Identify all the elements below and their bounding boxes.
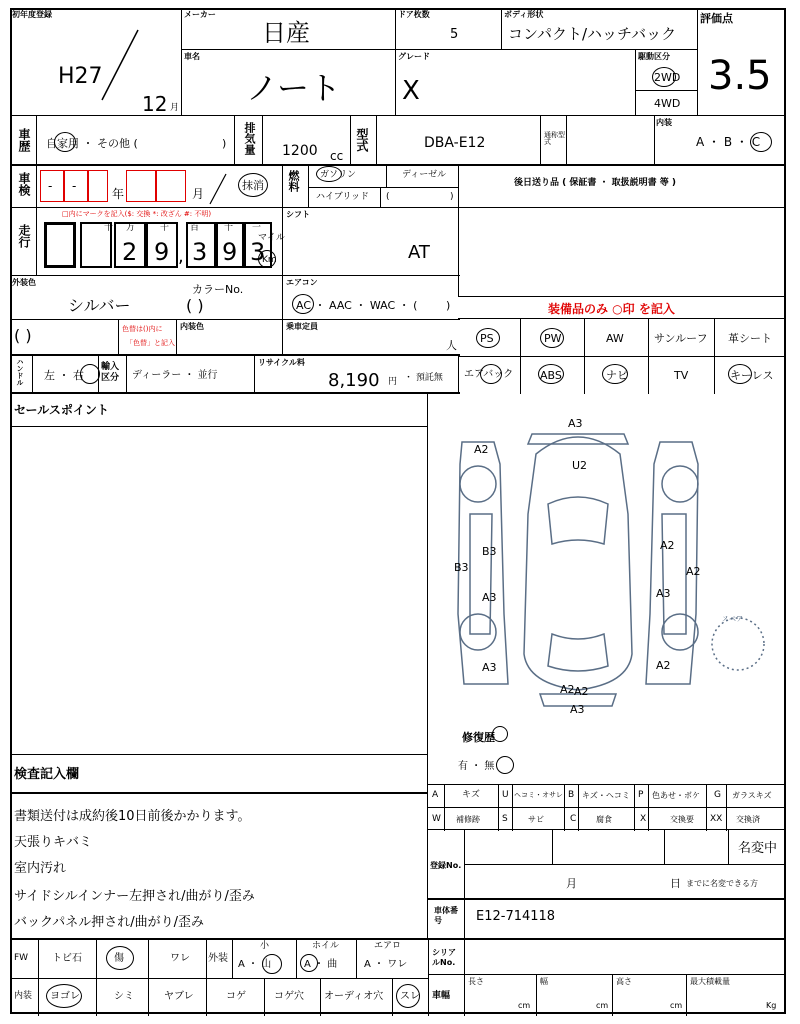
recycle-deposited: ・ 預託無 [404, 373, 443, 383]
equip-ps-circle [476, 328, 500, 348]
equip-navi: ナビ [606, 369, 628, 382]
damage-mark-rear-lower: A3 [570, 703, 585, 716]
registration-deadline: までに名変できる方 [686, 879, 758, 888]
int-burn-hole: コゲ穴 [274, 991, 304, 1002]
score-value: 3.5 [708, 53, 772, 99]
displacement-value: 1200 [282, 143, 318, 159]
registration-month-unit: 月 [170, 103, 180, 113]
fw-scratch: 傷 [114, 953, 124, 964]
inspection-note-3: 室内汚れ [14, 861, 67, 876]
equip-airbag: エアバック [464, 369, 514, 380]
inspection-box-4 [126, 170, 156, 202]
body-value: コンパクト/ハッチバック [508, 25, 677, 43]
max-load-label: 最大積載量 [690, 977, 730, 986]
displacement-label: 排気量 [243, 122, 256, 155]
type-value: DBA-E12 [424, 135, 486, 151]
doors-cell [396, 8, 502, 50]
maker-cell [182, 8, 396, 50]
legend-u-code: U [502, 790, 509, 800]
equip-airbag-circle [480, 364, 502, 384]
handle-right-divider [458, 356, 459, 394]
interior-grade-circle [750, 132, 772, 152]
recycle-label: リサイクル料 [258, 358, 305, 367]
dim-width-label: 幅 [540, 977, 548, 986]
interior-color-row [10, 320, 460, 356]
spare-tire-label: スペア [722, 615, 743, 623]
capacity-unit: 人 [446, 339, 457, 352]
ext-small-options: A ・ 山 [238, 959, 272, 970]
damage-mark-rear-upper: A2 [560, 683, 575, 696]
repair-history-value: 有 ・ 無 [458, 761, 495, 772]
legend-g-text: ガラスキズ [732, 791, 772, 800]
mileage-unit-2: 千 [160, 223, 170, 233]
equip-pw-circle [540, 328, 564, 348]
mileage-mile: マイル [258, 233, 285, 243]
inspection-slash [206, 168, 236, 208]
interior-label: 内装 [656, 118, 672, 127]
equip-pw: PW [544, 332, 562, 345]
history-label: 車歴 [17, 128, 31, 152]
drive-2wd: 2WD [654, 71, 681, 84]
mileage-digit-2: 9 [154, 238, 170, 266]
mileage-comma: , [178, 246, 184, 267]
registration-month-label: 月 [566, 877, 577, 890]
inspection-note-1: 書類送付は成約後10日前後かかります。 [14, 809, 251, 824]
equip-sunroof: サンルーフ [654, 332, 708, 345]
first-registration-cell [10, 8, 182, 116]
legend-w-code: W [432, 814, 441, 824]
mileage-digits [80, 222, 280, 268]
mileage-label: 走行 [17, 224, 31, 248]
doors-value: 5 [450, 27, 459, 42]
sales-point-label: セールスポイント [14, 403, 109, 417]
equipment-title: 装備品のみ ○印 を記入 [548, 302, 675, 316]
serial-label: シリアルNo. [432, 948, 456, 968]
legend-x-text: 交換要 [670, 815, 694, 824]
interior-paren-box: ( ) [14, 326, 32, 345]
later-items: 後日送り品 ( 保証書 ・ 取扱説明書 等 ) [514, 178, 677, 188]
equip-aw: AW [606, 332, 624, 345]
int-dirt: ヨゴレ [50, 991, 80, 1002]
legend-g-code: G [714, 790, 721, 800]
damage-mark-left-rear: A3 [482, 661, 497, 674]
int-wear: スレ [400, 991, 420, 1002]
int-dirt-circle [46, 984, 82, 1008]
inspection-note-4: サイドシルインナー左押され/曲がり/歪み [14, 889, 255, 904]
history-close: ) [222, 137, 227, 150]
legend-b-code: B [568, 790, 575, 800]
dim-length-label: 長さ [468, 977, 484, 986]
legend-c-text: 腐食 [596, 815, 612, 824]
equip-abs-circle [538, 364, 564, 384]
score-label: 評価点 [700, 12, 733, 25]
history-row [10, 116, 786, 166]
mileage-digit-3: 3 [192, 238, 208, 266]
mileage-row [10, 208, 460, 276]
damage-mark-right-rear: A2 [656, 659, 671, 672]
legend-c-code: C [570, 814, 577, 824]
mileage-note: □内にマークを記入($: 交換 *: 改ざん #: 不明) [62, 210, 212, 218]
damage-mark-right-rear-door: A3 [656, 587, 671, 600]
int-wear-circle [396, 984, 420, 1008]
inspection-notes [10, 756, 428, 938]
expired-circle [238, 173, 268, 197]
ext-aero-options: A ・ ワレ [364, 959, 408, 970]
grade-cell [396, 50, 636, 116]
fuel-gasoline: ガソリン [320, 170, 357, 180]
legend-xx-code: XX [710, 814, 723, 824]
legend-p-code: P [638, 790, 644, 800]
fw-chip: トビ石 [52, 953, 82, 964]
drive-cell [636, 50, 698, 116]
grade-label: グレード [398, 52, 430, 61]
mileage-unit-0: 十 [104, 223, 114, 233]
model-label: 車名 [184, 52, 200, 61]
chassis-label: 車体番号 [434, 906, 458, 926]
drive-4wd: 4WD [654, 97, 681, 110]
int-audio-hole: オーディオ穴 [324, 991, 384, 1002]
damage-mark-right-door: A2 [660, 539, 675, 552]
repair-history-label: 修復歴 [462, 731, 495, 744]
ext-small-circle [262, 954, 282, 974]
registration-day-label: 日 [670, 877, 681, 890]
body-label: ボディ形状 [504, 10, 544, 19]
ext-aero-label: エアロ [374, 941, 402, 951]
fuel-hybrid: ハイブリッド [316, 192, 370, 202]
interior-grades: A ・ B ・ C [696, 135, 761, 149]
drive-label: 駆動区分 [638, 52, 670, 61]
registration-month: 12 [142, 92, 168, 116]
color-no-label: カラーNo. [192, 283, 244, 296]
damage-mark-rear-bumper: A2 [574, 685, 589, 698]
interior-color-label: 内装色 [180, 322, 204, 331]
max-load-kg: Kg [766, 1001, 777, 1010]
ext-wheel-options: A ・ 曲 [304, 959, 338, 970]
mileage-unit-3: 百 [190, 223, 200, 233]
mileage-digit-1: 2 [122, 238, 138, 266]
equip-ps: PS [480, 332, 494, 345]
inspection-note-2: 天張りキバミ [14, 835, 93, 850]
inspection-label: 車検 [17, 172, 31, 196]
legend-a-code: A [432, 790, 439, 800]
mileage-unit-1: 万 [126, 223, 136, 233]
damage-mark-right-sill: A2 [686, 565, 701, 578]
int-stain: シミ [114, 991, 134, 1002]
mileage-unit-4: 十 [224, 223, 234, 233]
fuel-paren-open: ( [386, 192, 390, 202]
int-burn: コゲ [226, 991, 246, 1002]
handle-row [10, 356, 460, 394]
score-cell [698, 8, 786, 116]
inspection-dash-2: - [72, 179, 77, 193]
expired-value: 抹消 [242, 179, 264, 192]
exterior-color-value: シルバー [68, 296, 131, 315]
fuel-label: 燃料 [287, 170, 300, 192]
doors-label: ドア枚数 [398, 10, 430, 19]
bottom-rows [10, 938, 786, 1014]
mileage-km: Km [262, 255, 277, 265]
equip-keyless: キーレス [730, 369, 774, 382]
ext-label: 外装 [208, 953, 228, 964]
body-cell [502, 8, 698, 50]
damage-mark-left-rear-door: A3 [482, 591, 497, 604]
ac-label: エアコン [286, 278, 318, 287]
legend-s-text: サビ [528, 815, 544, 824]
exterior-color-label: 外装色 [12, 278, 36, 287]
maker-label: メーカー [184, 10, 216, 19]
mileage-km-circle [258, 250, 276, 268]
inspection-box-5 [156, 170, 186, 202]
dim-height-cm: cm [670, 1001, 683, 1010]
model-cell [182, 50, 396, 116]
mileage-unit-5: 一 [252, 223, 262, 233]
handle-label: ハンドル [16, 358, 24, 386]
registration-slash [10, 8, 182, 116]
recycle-value: 8,190 [328, 370, 380, 391]
fuel-paren-close: ) [450, 192, 454, 202]
ac-close: ) [446, 299, 451, 312]
fw-label: FW [14, 953, 29, 963]
ext-wheel-circle [300, 954, 318, 972]
first-registration-label: 初年度登録 [12, 10, 52, 19]
ext-wheel-label: ホイル [312, 941, 340, 951]
equip-leather: 革シート [728, 332, 772, 345]
mileage-box-0 [44, 222, 76, 268]
drive-2wd-circle [652, 67, 676, 87]
mileage-digit-4: 9 [222, 238, 238, 266]
shift-value: AT [408, 242, 430, 263]
legend-s-code: S [502, 814, 508, 824]
inspection-row [10, 166, 786, 208]
import-value: ディーラー ・ 並行 [132, 370, 218, 381]
legend-w-text: 補修跡 [456, 815, 480, 824]
import-label: 輸入区分 [101, 362, 120, 383]
capacity-label: 乗車定員 [286, 322, 318, 331]
legend-x-code: X [640, 814, 647, 824]
legend-p-text: 色あせ・ボケ [652, 791, 700, 800]
sales-point-area [10, 394, 428, 756]
damage-mark-roof-front: A3 [568, 417, 583, 430]
damage-legend [428, 784, 786, 830]
int-tear: ヤブレ [164, 991, 194, 1002]
ext-small-label: 小 [260, 941, 270, 951]
fuel-gasoline-circle [316, 166, 342, 182]
inspection-month-unit: 月 [192, 187, 205, 201]
model-value: ノート [246, 69, 342, 107]
recycle-yen: 円 [388, 377, 398, 387]
type-label: 型式 [355, 128, 369, 152]
fw-scratch-circle [106, 946, 134, 970]
registration-year: H27 [58, 64, 103, 89]
red-note-2: 「色替」と記入 [126, 339, 175, 347]
color-no-parens: ( ) [186, 296, 204, 315]
dim-width-cm: cm [596, 1001, 609, 1010]
handle-right-circle [80, 364, 100, 384]
inspection-dash-1: - [48, 179, 53, 193]
equip-keyless-circle [728, 364, 752, 384]
inspection-box-3 [88, 170, 108, 202]
dim-length-cm: cm [518, 1001, 531, 1010]
equip-abs: ABS [540, 369, 562, 382]
reg-no-label: 登録No. [430, 861, 462, 870]
damage-mark-left-sill: B3 [454, 561, 469, 574]
inspection-notes-label: 検査記入欄 [14, 767, 80, 782]
car-diagram [428, 394, 786, 784]
maker-value: 日産 [262, 19, 310, 47]
damage-mark-left-door: B3 [482, 545, 497, 558]
equipment-panel [458, 296, 786, 394]
ac-circle [292, 294, 314, 314]
legend-u-text: ヘコミ・オサレ [514, 791, 563, 799]
color-row [10, 276, 460, 320]
ac-value: AC ・ AAC ・ WAC ・ ( [296, 299, 418, 312]
mileage-digit-5: 3 [250, 238, 266, 266]
dims-label: 車幅 [432, 991, 451, 1001]
equip-navi-circle [602, 364, 628, 384]
damage-mark-roof: U2 [572, 459, 588, 472]
common-type-label: 通称型式 [544, 131, 565, 146]
inspection-note-5: バックパネル押され/曲がり/歪み [14, 915, 204, 930]
dim-height-label: 高さ [616, 977, 632, 986]
repair-history-circle [492, 726, 508, 742]
handle-value: 左 ・ 右 [44, 369, 84, 382]
int-label: 内装 [14, 991, 33, 1001]
inspection-year-unit: 年 [112, 187, 125, 201]
shift-label: シフト [286, 210, 310, 219]
red-note-1: 色替は()内に [122, 325, 163, 333]
name-change: 名変中 [738, 841, 778, 856]
legend-b-text: キズ・ヘコミ [582, 791, 630, 800]
displacement-unit: cc [330, 149, 344, 163]
registration-block [428, 830, 786, 938]
legend-xx-text: 交換済 [736, 815, 760, 824]
damage-mark-left-front: A2 [474, 443, 489, 456]
grade-value: X [402, 76, 420, 106]
repair-none-circle [496, 756, 514, 774]
chassis-number: E12-714118 [476, 909, 556, 924]
history-private-circle [54, 132, 76, 152]
history-value: 自家用 ・ その他 ( [46, 137, 138, 150]
fw-crack: ワレ [170, 953, 190, 964]
legend-a-text: キズ [462, 790, 480, 800]
fuel-diesel: ディーゼル [402, 170, 447, 180]
equip-tv: TV [674, 369, 689, 382]
